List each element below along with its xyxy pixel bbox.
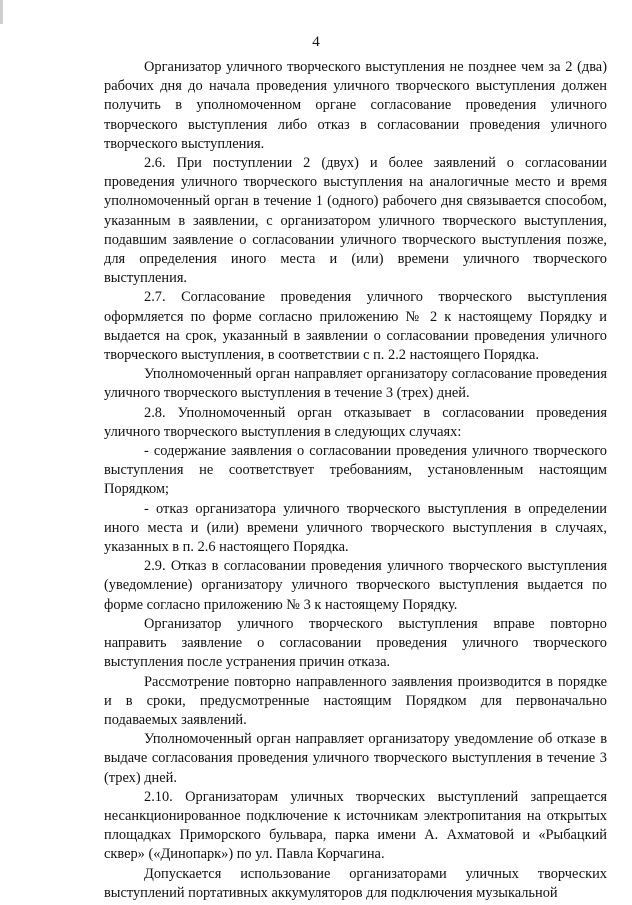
- paragraph-organizer-deadline: Организатор уличного творческого выступления не позднее чем за 2 (два) рабочих дня до начала проведения уличного творческого выступления должен получить в уполномоченном органе согласование проведения уличного творческого выступления либо отказ в согласовании проведения уличного творческого выступления.: [104, 59, 607, 152]
- paragraph-portable-batteries: Допускается использование организаторами уличных творческих выступлений портативных аккумуляторов для подключения музыкальной: [104, 865, 607, 901]
- paragraph-2-9: 2.9. Отказ в согласовании проведения уличного творческого выступления (уведомление) организатору уличного творческого выступления выдается по форме согласно приложению № 3 к настоящему Порядку.: [104, 558, 607, 613]
- paragraph-2-7: 2.7. Согласование проведения уличного творческого выступления оформляется по форме согласно приложению № 2 к настоящему Порядку и выдается на срок, указанный в заявлении о согласовании проведения уличного творческого выступления, в соответствии с п. 2.2 настоящего Порядка.: [104, 289, 607, 364]
- paragraph-resubmission-review: Рассмотрение повторно направленного заявления производится в порядке и в сроки, предусмотренные настоящим Порядком для первоначально подаваемых заявлений.: [104, 673, 607, 728]
- page-number: 4: [312, 34, 320, 50]
- document-body: [104, 58, 607, 903]
- paragraph-2-10: 2.10. Организаторам уличных творческих выступлений запрещается несанкционированное подключение к источникам электропитания на открытых площадках Приморского бульвара, парка имени А. Ахматовой и «Рыбацкий сквер» («Динопарк») по ул. Павла Корчагина.: [104, 788, 607, 863]
- paragraph-2-6: 2.6. При поступлении 2 (двух) и более заявлений о согласовании проведения уличного творческого выступления на аналогичные место и время уполномоченный орган в течение 1 (одного) рабочего дня связывается способом, указанным в заявлении, с организатором уличного творческого выступления, подавшим заявление о согласовании уличного творческого выступления позже, для определения иного места и (или) времени уличного творческого выступления.: [104, 155, 607, 287]
- paragraph-resubmission: Организатор уличного творческого выступления вправе повторно направить заявление о согласовании проведения уличного творческого выступления после устранения причин отказа.: [104, 615, 607, 671]
- paragraph-2-8: 2.8. Уполномоченный орган отказывает в согласовании проведения уличного творческого выступления в следующих случаях:: [104, 404, 607, 440]
- scan-edge-mark: [0, 0, 3, 24]
- list-item-refusal-reason-1: - содержание заявления о согласовании проведения уличного творческого выступления не соответствует требованиям, установленным настоящим Порядком;: [104, 443, 607, 498]
- paragraph-refusal-notice: Уполномоченный орган направляет организатору уведомление об отказе в выдаче согласования проведения уличного творческого выступления в течение 3 (трех) дней.: [104, 731, 607, 786]
- paragraph-approval-delivery: Уполномоченный орган направляет организатору согласование проведения уличного творческого выступления в течение 3 (трех) дней.: [104, 366, 607, 402]
- list-item-refusal-reason-2: - отказ организатора уличного творческого выступления в определении иного места и (или) времени уличного творческого выступления в случаях, указанных в п. 2.6 настоящего Порядка.: [104, 500, 607, 556]
